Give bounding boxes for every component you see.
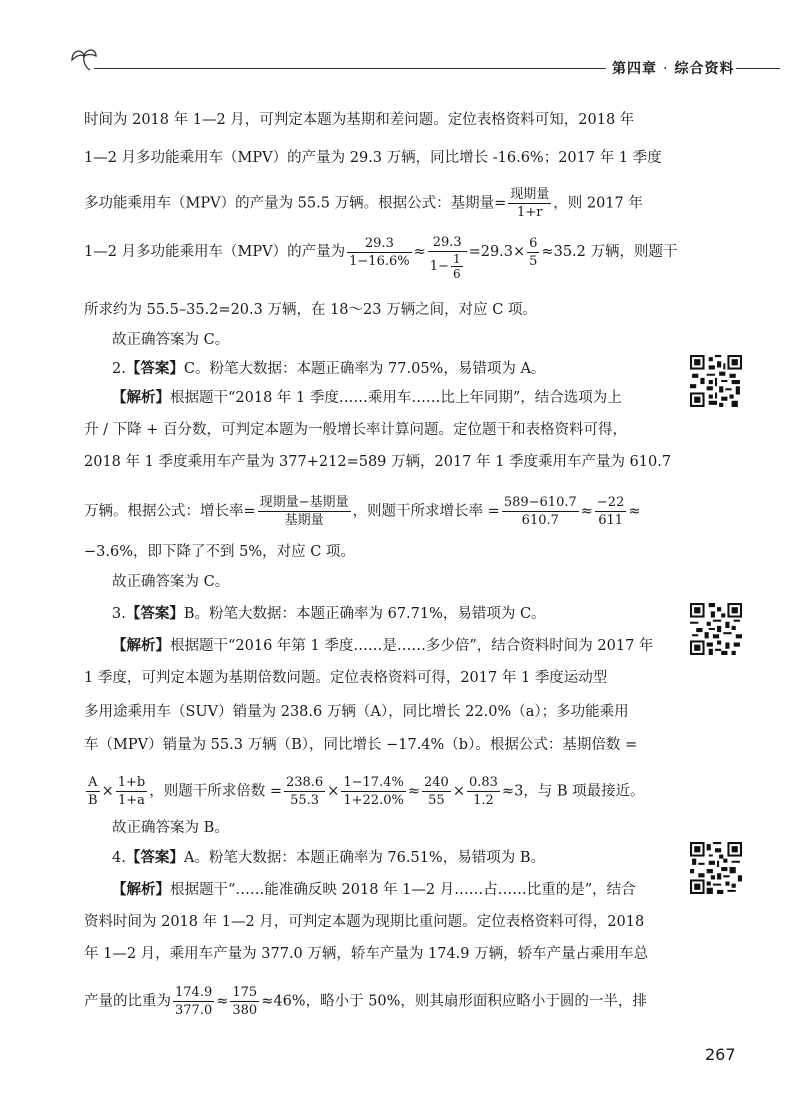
page-number: 267 (705, 1045, 736, 1064)
p1-text: ，则 2017 年 (553, 195, 643, 212)
chapter-number: 第四章 (612, 61, 657, 77)
q4-answer (112, 848, 545, 868)
q4-text: 根据题干“……能准确反映 2018 年 1—2 月……占……比重的是”，结合 (170, 882, 636, 898)
q4-number: 4. (112, 850, 126, 866)
q3-text: B。粉笔大数据：本题正确率为 67.71%，易错项为 C。 (183, 606, 546, 622)
qr-code-icon[interactable] (690, 842, 742, 894)
times-sign: × (101, 783, 114, 800)
approx-sign: ≈ (413, 244, 426, 260)
q2-answer-final: 故正确答案为 C。 (112, 574, 230, 590)
q2-text: 根据题干“2018 年 1 季度……乘用车……比上年同期”，结合选项为上 (170, 390, 622, 406)
answer-tag: 【答案】 (125, 361, 184, 377)
q4-line-3: 资料时间为 2018 年 1—2 月，可判定本题为现期比重问题。定位表格资料可得，2018 (84, 914, 645, 930)
fraction (230, 984, 259, 1019)
fraction (527, 235, 539, 270)
p1-answer: 故正确答案为 C。 (112, 332, 230, 348)
p1-line-5: 所求约为 55.5–35.2=20.3 万辆，在 18～23 万辆之间，对应 C 项。 (84, 302, 537, 318)
q4-line-5 (84, 984, 647, 1019)
q2-answer (112, 359, 545, 379)
frac-num: −22 (596, 495, 625, 510)
frac-num: 1−17.4% (343, 775, 404, 790)
q3-line-3: 1 季度，可判定本题为基期倍数问题。定位表格资料可得，2017 年 1 季度运动型 (84, 670, 608, 686)
frac-num: 现期量 (510, 187, 550, 202)
analysis-tag: 【解析】 (112, 390, 170, 406)
p1-line-3 (84, 186, 643, 221)
frac-den: 6 (452, 267, 461, 281)
fraction (341, 774, 405, 809)
p1-text: =29.3× (468, 244, 526, 260)
nested-fraction (451, 252, 463, 281)
q3-text: ≈3，与 B 项最接近。 (501, 783, 645, 800)
approx-sign: ≈ (580, 503, 593, 520)
q2-line-4: 2018 年 1 季度乘用车产量为 377+212=589 万辆，2017 年 1 季度乘用车产量为 610.7 (84, 454, 672, 470)
frac-den: 1+a (118, 793, 145, 808)
frac-num: 0.83 (468, 775, 498, 790)
q4-text: 产量的比重为 (84, 993, 171, 1010)
q2-text: 万辆。根据公式：增长率= (84, 503, 256, 520)
frac-den: 380 (232, 1003, 258, 1018)
q3-answer (112, 604, 546, 624)
frac-num: 589−610.7 (503, 495, 577, 510)
fraction (86, 774, 100, 809)
q4-text: ≈46%，略小于 50%，则其扇形面积应略小于圆的一半，排 (261, 993, 647, 1010)
qr-code-icon[interactable] (690, 355, 742, 407)
frac-den: 1.2 (473, 793, 494, 808)
approx-sign: ≈ (216, 993, 229, 1010)
section-title: 综合资料 (674, 61, 735, 77)
q3-answer-final: 故正确答案为 B。 (112, 820, 229, 836)
frac-den: 1−16.6% (349, 253, 410, 269)
frac-num: 175 (232, 985, 258, 1000)
frac-den: 5 (529, 253, 538, 269)
frac-den: B (88, 793, 98, 808)
frac-num: 1+b (117, 775, 146, 790)
q3-line-4: 多用途乘用车（SUV）销量为 238.6 万辆（A），同比增长 22.0%（a）；多功能乘用 (84, 704, 629, 720)
times-sign: × (327, 783, 340, 800)
chapter-title (606, 58, 740, 78)
analysis-tag: 【解析】 (112, 882, 170, 898)
q3-text: 根据题干“2016 年第 1 季度……是……多少倍”，结合资料时间为 2017 年 (170, 638, 654, 654)
page-header (60, 40, 780, 80)
fraction (422, 774, 451, 809)
q3-number: 3. (112, 606, 126, 622)
frac-num: 238.6 (285, 775, 324, 790)
q2-number: 2. (112, 361, 126, 377)
fraction (595, 494, 626, 529)
fraction (508, 186, 551, 221)
q3-line-6 (84, 774, 645, 809)
answer-tag: 【答案】 (125, 850, 184, 866)
frac-den: 611 (598, 513, 624, 528)
fraction (428, 234, 467, 281)
frac-den (428, 252, 467, 281)
q4-text: A。粉笔大数据：本题正确率为 76.51%，易错项为 B。 (183, 850, 545, 866)
q2-text: C。粉笔大数据：本题正确率为 77.05%，易错项为 A。 (183, 361, 546, 377)
p1-line-4 (84, 234, 678, 281)
frac-den: 1+22.0% (343, 793, 404, 808)
frac-den: 55.3 (290, 793, 320, 808)
frac-den: 55 (428, 793, 445, 808)
frac-num: A (86, 774, 100, 792)
frac-den: 610.7 (521, 513, 559, 528)
fraction (116, 774, 148, 809)
approx-sign: ≈ (628, 503, 641, 520)
header-rule-left (94, 68, 684, 69)
fraction (173, 984, 214, 1019)
fraction (347, 235, 411, 270)
frac-den-pre: 1− (429, 259, 449, 274)
frac-num: 1 (452, 252, 461, 266)
p1-text: ≈35.2 万辆，则题干 (541, 244, 678, 260)
q4-line-2 (112, 880, 636, 900)
q2-line-3: 升 / 下降 + 百分数，可判定本题为一般增长率计算问题。定位题干和表格资料可得， (84, 422, 627, 438)
leaf-icon (68, 42, 100, 74)
q3-line-5: 车（MPV）销量为 55.3 万辆（B），同比增长 −17.4%（b）。根据公式：基期倍数 = (84, 737, 638, 753)
answer-tag: 【答案】 (125, 606, 184, 622)
q2-line-6: −3.6%，即下降了不到 5%，对应 C 项。 (84, 544, 355, 560)
p1-line-2: 1—2 月多功能乘用车（MPV）的产量为 29.3 万辆，同比增长 -16.6%；2017 年 1 季度 (84, 150, 662, 166)
q3-text: ，则题干所求倍数 = (149, 783, 282, 800)
times-sign: × (452, 783, 465, 800)
frac-den: 1+r (517, 205, 543, 220)
p1-line-1: 时间为 2018 年 1—2 月，可判定本题为基期和差问题。定位表格资料可知，2018 年 (84, 112, 635, 128)
frac-num: 240 (423, 775, 449, 790)
frac-num: 29.3 (347, 235, 411, 253)
frac-num: 174.9 (175, 985, 213, 1000)
p1-text: 多功能乘用车（MPV）的产量为 55.5 万辆。根据公式：基期量= (84, 195, 507, 212)
fraction (502, 494, 579, 529)
qr-code-icon[interactable] (690, 603, 742, 655)
fraction (258, 494, 351, 529)
q2-line-2 (112, 388, 622, 408)
frac-num: 现期量−基期量 (259, 495, 349, 510)
q2-text: ，则题干所求增长率 = (352, 503, 500, 520)
fraction (284, 774, 325, 809)
q2-line-5 (84, 494, 641, 529)
p1-text: 1—2 月多功能乘用车（MPV）的产量为 (84, 244, 346, 260)
fraction (467, 774, 500, 809)
q4-line-4: 年 1—2 月，乘用车产量为 377.0 万辆，轿车产量为 174.9 万辆，轿车产量占乘用车总 (84, 946, 649, 962)
chapter-separator: · (663, 61, 669, 77)
q3-line-2 (112, 636, 653, 656)
frac-num: 6 (529, 235, 538, 251)
frac-den: 基期量 (284, 513, 324, 528)
analysis-tag: 【解析】 (112, 638, 170, 654)
header-rule-right (736, 68, 780, 69)
approx-sign: ≈ (407, 783, 420, 800)
frac-num: 29.3 (428, 234, 467, 252)
frac-den: 377.0 (175, 1003, 213, 1018)
